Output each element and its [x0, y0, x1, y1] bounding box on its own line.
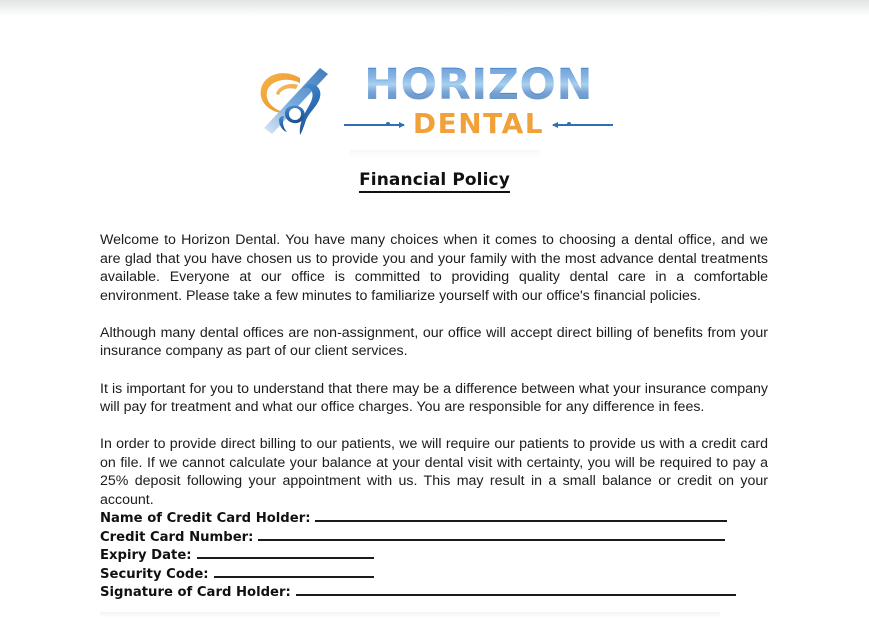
- policy-paragraph: It is important for you to understand that there may be a difference between what your insurance company will pay for treatment and what our office charges. You are responsible for any difference in fees.: [100, 380, 768, 416]
- form-field-row: [100, 530, 768, 549]
- field-input-credit-card-number[interactable]: [258, 530, 725, 541]
- field-label-credit-card-number: Credit Card Number:: [100, 529, 254, 545]
- field-input-signature-of-card-holder[interactable]: [296, 585, 736, 596]
- field-input-security-code[interactable]: [214, 567, 374, 578]
- field-label-name-of-credit-card-holder: Name of Credit Card Holder:: [100, 511, 311, 526]
- field-input-name-of-credit-card-holder[interactable]: [315, 511, 727, 522]
- page-top-edge-shadow: [0, 0, 869, 16]
- logo-mark-icon: [256, 64, 342, 138]
- page-title: [0, 170, 869, 190]
- policy-paragraph: Welcome to Horizon Dental. You have many choices when it comes to choosing a dental office, and we are glad that you have chosen us to provide you and your family with the most advance dental treatments available. Everyone at our office is committed to providing quality dental care in a comfortable environment. Please take a few minutes to familiarize yourself with our office's financial policies.: [100, 232, 768, 304]
- form-field-row: [100, 548, 768, 567]
- scan-artifact: [350, 150, 540, 159]
- field-label-signature-of-card-holder: Signature of Card Holder:: [100, 585, 291, 600]
- field-input-expiry-date[interactable]: [197, 548, 374, 559]
- horizon-dental-logo: [0, 58, 869, 144]
- clipped-bottom-text: [100, 612, 720, 618]
- policy-paragraph: Although many dental offices are non-assignment, our office will accept direct billing of benefits from your insurance company as part of our client services.: [100, 324, 768, 360]
- logo-wordmark-secondary: DENTAL: [412, 107, 545, 140]
- policy-body: [100, 231, 768, 510]
- credit-card-form: [100, 511, 768, 604]
- logo-rule-right-icon: [553, 123, 613, 126]
- logo-rule-left-icon: [344, 123, 404, 126]
- logo-wordmark-primary: HORIZON: [364, 60, 593, 110]
- page-title-text: Financial Policy: [359, 170, 510, 193]
- field-label-security-code: Security Code:: [100, 566, 209, 582]
- field-label-expiry-date: Expiry Date:: [100, 548, 192, 563]
- form-field-row: [100, 511, 768, 530]
- policy-paragraph: In order to provide direct billing to our patients, we will require our patients to provide us with a credit card on file. If we cannot calculate your balance at your dental visit with certainty, you will be required to pay a 25% deposit following your appointment with us. This may result in a small balance or credit on your account.: [100, 436, 768, 509]
- form-field-row: [100, 585, 768, 604]
- form-field-row: [100, 567, 768, 586]
